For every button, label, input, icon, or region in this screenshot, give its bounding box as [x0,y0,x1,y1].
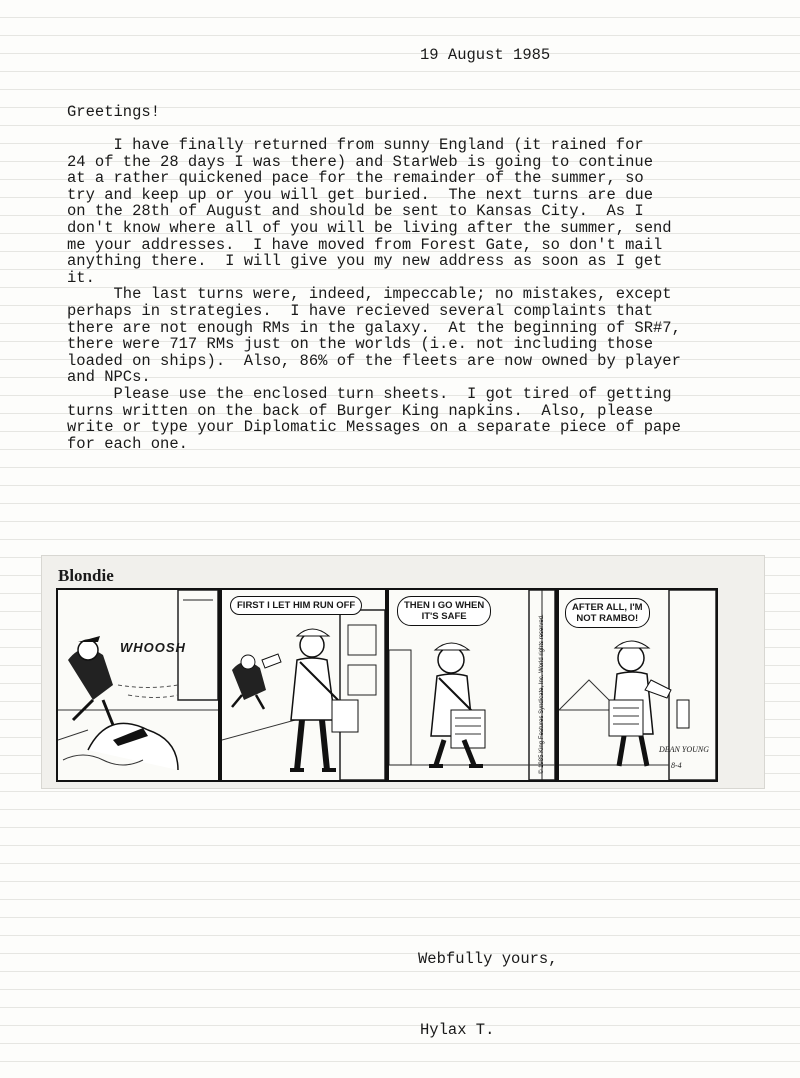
speech-bubble [397,596,491,626]
speech-bubble [565,598,650,628]
body-line: loaded on ships). Also, 86% of the fleets are now owned by player [67,351,681,370]
body-line: it. [67,268,95,287]
signature-date: 8-4 [671,761,682,770]
speech-bubble: FIRST I LET HIM RUN OFF [230,596,362,615]
letter-signer: Hylax T. [420,1021,495,1039]
body-line: turns written on the back of Burger King napkins. Also, please [67,401,653,420]
comic-title: Blondie [58,566,114,585]
body-line: The last turns were, indeed, impeccable; no mistakes, except [67,285,672,304]
bubble-line: THEN I GO WHEN [404,600,485,611]
body-line: me your addresses. I have moved from Forest Gate, so don't mail [67,235,663,254]
bubble-line: NOT RAMBO! [576,613,639,624]
comic-panel-3 [387,588,557,782]
letter-body [67,137,800,452]
bubble-line: IT'S SAFE [421,611,467,622]
body-line: there are not enough RMs in the galaxy. At the beginning of SR#7, [67,318,681,337]
body-line: at a rather quickened pace for the remainder of the summer, so [67,169,644,188]
body-line: write or type your Diplomatic Messages on a separate piece of pape [67,418,681,437]
whoosh-sound-effect: WHOOSH [120,640,186,655]
comic-panel-1 [56,588,220,782]
panel-1-illustration [58,590,218,780]
comic-strip [42,556,764,788]
body-line: perhaps in strategies. I have recieved several complaints that [67,301,653,320]
comic-panel-2 [220,588,387,782]
body-line: I have finally returned from sunny England (it rained for [67,137,644,154]
panel-2-illustration [222,590,385,780]
letter-closing: Webfully yours, [418,950,558,968]
comic-panel-4 [557,588,718,782]
bubble-line: AFTER ALL, I'M [572,602,643,613]
copyright-notice: © 1985 King Features Syndicate, Inc. World rights reserved. [539,614,545,774]
body-line: for each one. [67,434,188,453]
letter-greeting: Greetings! [67,103,161,121]
body-line: and NPCs. [67,368,151,387]
body-line: don't know where all of you will be living after the summer, send [67,218,672,237]
letter-date: 19 August 1985 [420,46,551,64]
artist-signature: DEAN YOUNG [659,745,710,754]
body-line: 24 of the 28 days I was there) and StarWeb is going to continue [67,152,653,171]
body-line: anything there. I will give you my new address as soon as I get [67,252,663,271]
body-line: on the 28th of August and should be sent to Kansas City. As I [67,202,644,221]
body-line: there were 717 RMs just on the worlds (i.e. not including those [67,335,653,354]
body-line: Please use the enclosed turn sheets. I got tired of getting [67,384,672,403]
body-line: try and keep up or you will get buried. The next turns are due [67,185,653,204]
